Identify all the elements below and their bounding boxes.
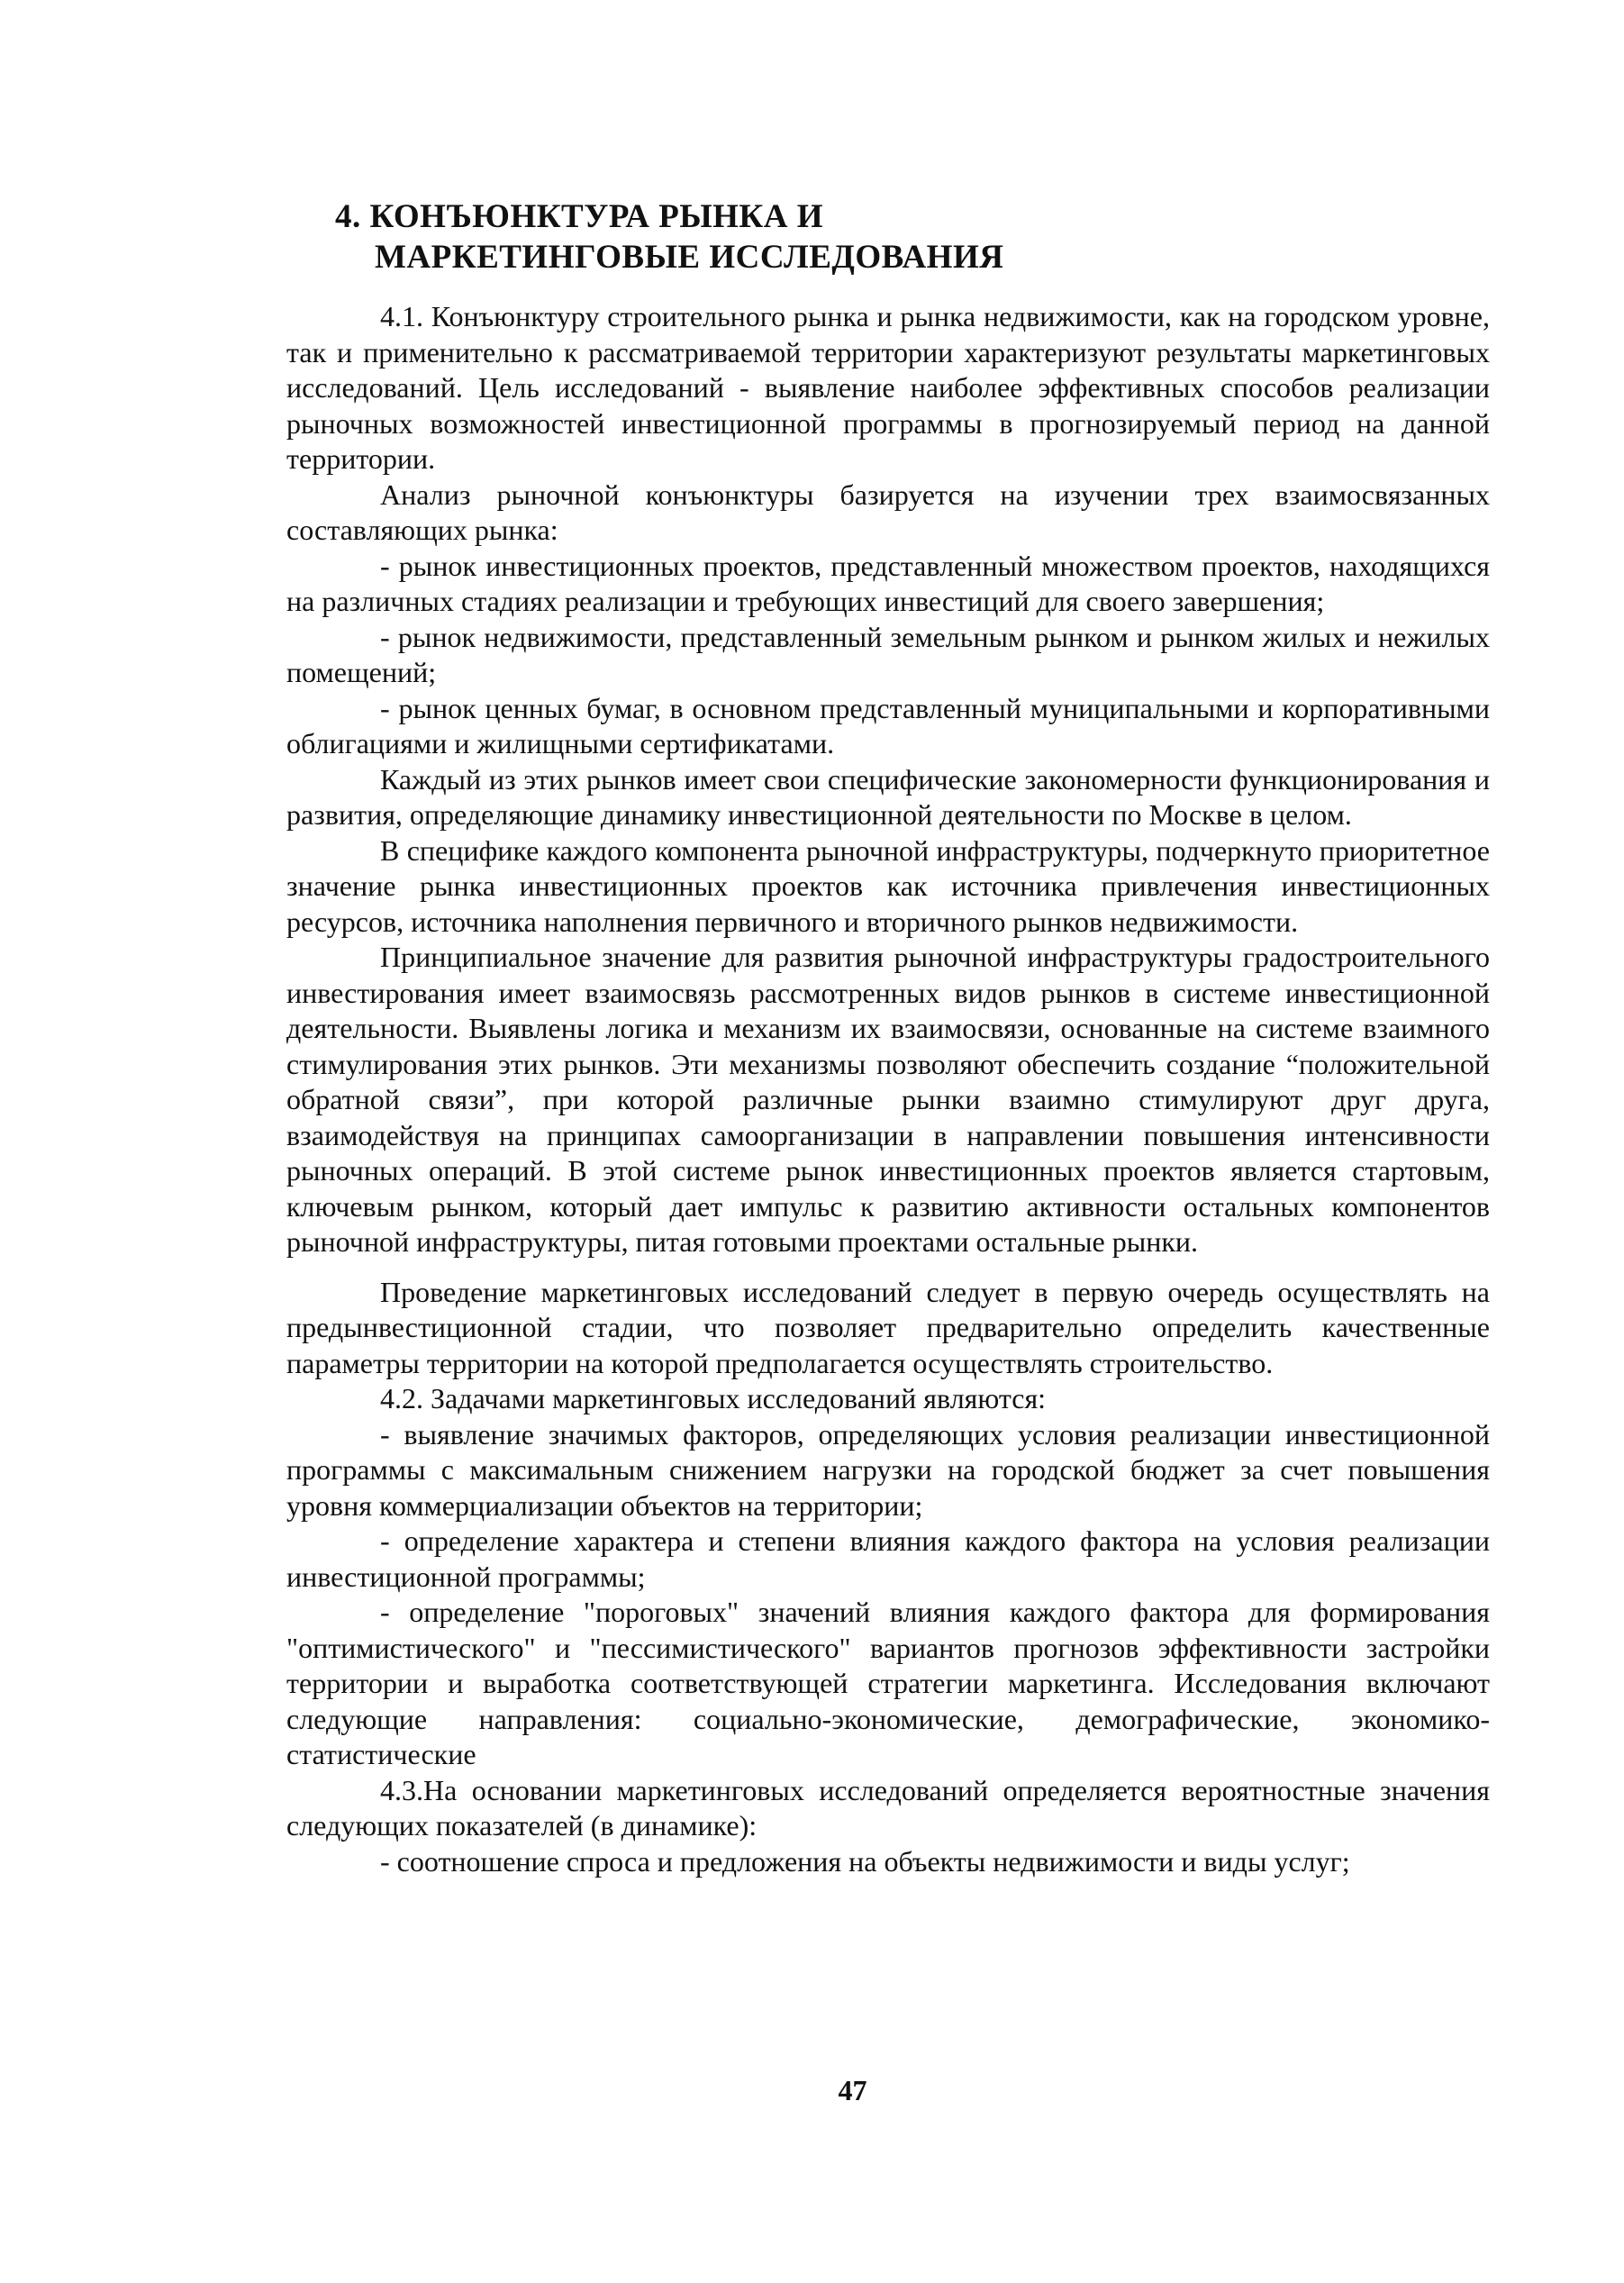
section-heading-line-1: 4. КОНЪЮНКТУРА РЫНКА И: [335, 198, 824, 235]
paragraph: 4.2. Задачами маркетинговых исследований являются:: [380, 1382, 1047, 1414]
list-item-paragraph: - рынок инвестиционных проектов, представленный множеством проектов, находящихся на различных стадиях реализации и требующих инвестиций для своего завершения;: [286, 549, 1490, 617]
paragraph: 4.1. Конъюнктуру строительного рынка и рынка недвижимости, как на городском уровне, так и применительно к рассматриваемой территории характеризуют результаты маркетинговых исследований. Цель исследований - выявление наиболее эффективных способов реализации рыночных возможностей инвестиционной программы в прогнозируемый период на данной территории.: [286, 300, 1490, 475]
list-item-paragraph: - соотношение спроса и предложения на объекты недвижимости и виды услуг;: [380, 1844, 1350, 1878]
page-number: 47: [838, 2074, 867, 2106]
list-item-paragraph: - выявление значимых факторов, определяющих условия реализации инвестиционной программы с максимальным снижением нагрузки на городской бюджет за счет повышения уровня коммерциализации объектов на территории;: [286, 1417, 1490, 1522]
list-item-paragraph: - определение характера и степени влияния каждого фактора на условия реализации инвестиционной программы;: [286, 1524, 1490, 1593]
section-heading-line-2: МАРКЕТИНГОВЫЕ ИССЛЕДОВАНИЯ: [375, 239, 1004, 276]
list-item-paragraph: - рынок ценных бумаг, в основном представленный муниципальными и корпоративными облигациями и жилищными сертификатами.: [286, 691, 1490, 759]
body-text: [286, 299, 1490, 1879]
list-item-paragraph: - определение "пороговых" значений влияния каждого фактора для формирования "оптимистического" и "пессимистического" вариантов прогнозов эффективности застройки территории и выработка соответствующей стратегии маркетинга. Исследования включают следующие направления: социально-экономические, демографические, экономико-статистические: [286, 1596, 1490, 1770]
paragraph: Проведение маркетинговых исследований следует в первую очередь осуществлять на предынвестиционной стадии, что позволяет предварительно определить качественные параметры территории на которой предполагается осуществлять строительство.: [286, 1275, 1490, 1379]
paragraph: 4.3.На основании маркетинговых исследований определяется вероятностные значения следующих показателей (в динамике):: [286, 1773, 1490, 1842]
paragraph: Каждый из этих рынков имеет свои специфические закономерности функционирования и развития, определяющие динамику инвестиционной деятельности по Москве в целом.: [286, 762, 1490, 831]
paragraph: В специфике каждого компонента рыночной инфраструктуры, подчеркнуто приоритетное значение рынка инвестиционных проектов как источника привлечения инвестиционных ресурсов, источника наполнения первичного и вторичного рынков недвижимости.: [286, 833, 1490, 938]
section-heading: [335, 196, 1003, 277]
paragraph: Анализ рыночной конъюнктуры базируется на изучении трех взаимосвязанных составляющих рынка:: [286, 478, 1490, 546]
list-item-paragraph: - рынок недвижимости, представленный земельным рынком и рынком жилых и нежилых помещений;: [286, 620, 1490, 688]
paragraph: Принципиальное значение для развития рыночной инфраструктуры градостроительного инвестирования имеет взаимосвязь рассмотренных видов рынков в системе инвестиционной деятельности. Выявлены логика и механизм их взаимосвязи, основанные на системе взаимного стимулирования этих рынков. Эти механизмы позволяют обеспечить создание “положительной обратной связи”, при которой различные рынки взаимно стимулируют друг друга, взаимодействуя на принципах самоорганизации в направлении повышения интенсивности рыночных операций. В этой системе рынок инвестиционных проектов является стартовым, ключевым рынком, который дает импульс к развитию активности остальных компонентов рыночной инфраструктуры, питая готовыми проектами остальные рынки.: [286, 941, 1490, 1258]
